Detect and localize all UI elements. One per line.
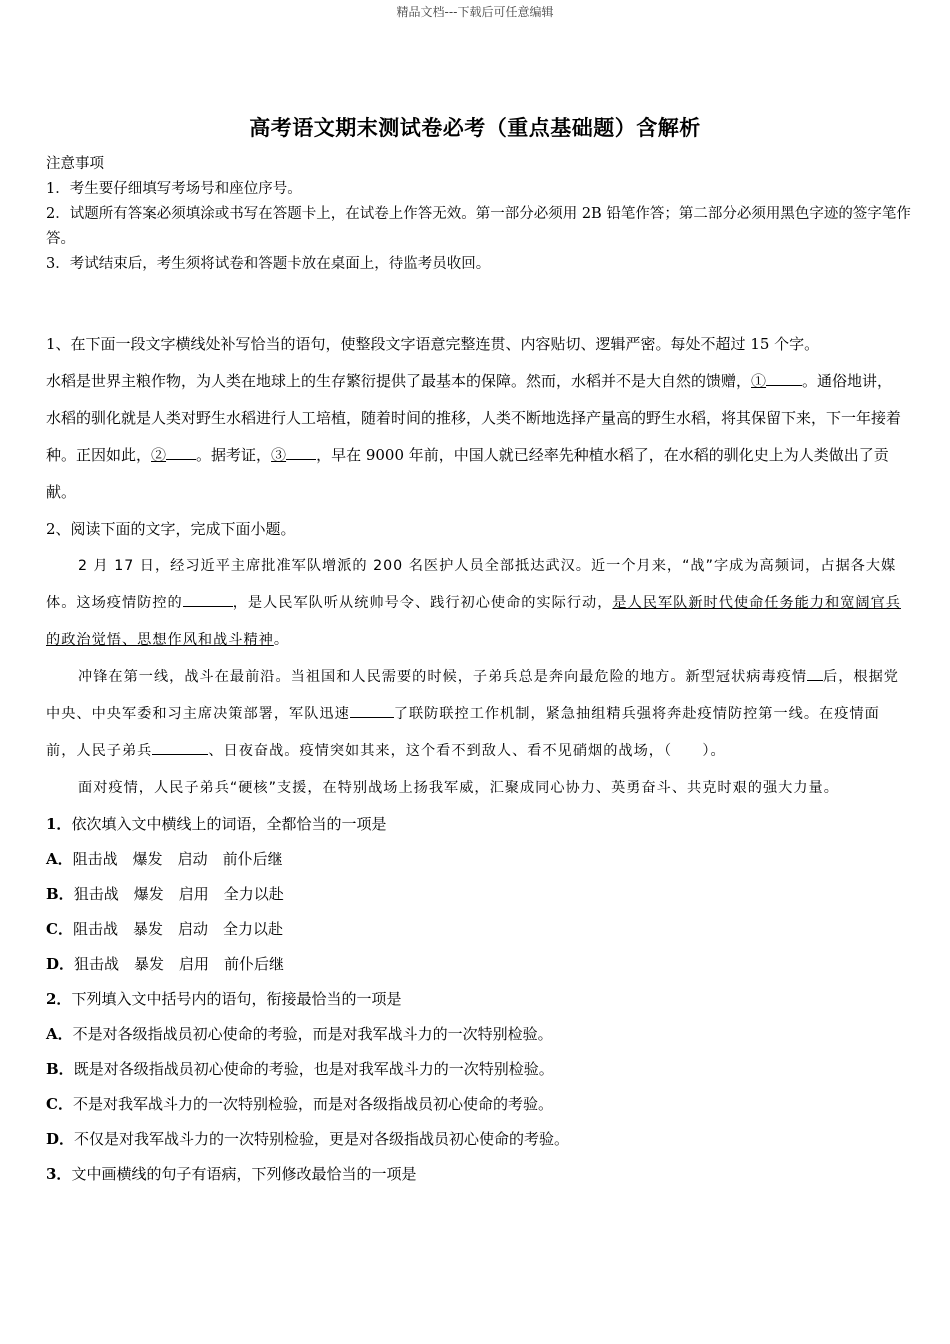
option-c[interactable] xyxy=(46,912,906,947)
sub-question-text: 下列填入文中括号内的语句，衔接最恰当的一项是 xyxy=(71,990,402,1008)
option-key: C． xyxy=(46,1095,73,1113)
passage-text: ，早在 9000 年前，中国人就已经率先种植水稻了，在水稻的驯化史上为人类做出了贡献。 xyxy=(46,446,889,501)
passage-text: ，是人民军队听从统帅号令、践行初心使命的实际行动， xyxy=(232,595,613,611)
notice-item: 3．考试结束后，考生须将试卷和答题卡放在桌面上，待监考员收回。 xyxy=(46,256,491,272)
option-key: D． xyxy=(46,1130,75,1148)
passage-text: 了联防联控工作机制，紧急抽组精兵强将奔赴疫情防控第一线。在疫情面前，人民子弟兵 xyxy=(46,706,880,759)
questions-body xyxy=(46,326,906,1192)
passage-text: 。据考证， xyxy=(196,446,272,464)
underlined-sentence: 是人民军队新时代使命任务能力和宽阔官兵的政治觉悟、思想作风和战斗精神 xyxy=(46,595,901,648)
option-text: 不是对我军战斗力的一次特别检验，而是对各级指战员初心使命的考验。 xyxy=(72,1095,553,1113)
sub-question-2 xyxy=(46,982,906,1017)
passage-text: 、日夜奋战。疫情突如其来，这个看不到敌人、看不见硝烟的战场，（ ）。 xyxy=(208,743,726,759)
option-text: 狙击战 暴发 启用 前仆后继 xyxy=(74,955,285,973)
option-text: 不仅是对我军战斗力的一次特别检验，更是对各级指战员初心使命的考验。 xyxy=(74,1130,570,1148)
fill-blank[interactable] xyxy=(350,701,394,718)
notice-heading: 注意事项 xyxy=(46,156,104,172)
blank-marker-1: ① xyxy=(751,372,767,390)
reading-paragraph-1 xyxy=(46,548,906,659)
option-b[interactable] xyxy=(46,1052,906,1087)
blank-marker-3: ③ xyxy=(271,446,287,464)
option-b[interactable] xyxy=(46,877,906,912)
sub-question-number: 1． xyxy=(46,815,72,833)
passage-text: 冲锋在第一线，战斗在最前沿。当祖国和人民需要的时候，子弟兵总是奔向最危险的地方。新型冠状病毒疫情 xyxy=(78,669,808,685)
option-key: A． xyxy=(46,1025,73,1043)
option-c[interactable] xyxy=(46,1087,906,1122)
question-1-prompt: 1、在下面一段文字横线处补写恰当的语句，使整段文字语意完整连贯、内容贴切、逻辑严密。每处不超过 15 个字。 xyxy=(46,335,820,353)
sub-question-number: 3． xyxy=(46,1165,72,1183)
passage-text: 水稻是世界主粮作物，为人类在地球上的生存繁衍提供了最基本的保障。然而，水稻并不是大自然的馈赠， xyxy=(46,372,752,390)
notice-item: 2．试题所有答案必须填涂或书写在答题卡上，在试卷上作答无效。第一部分必须用 2B 铅笔作答；第二部分必须用黑色字迹的签字笔作答。 xyxy=(46,206,911,247)
passage-text: 。通俗地讲，水稻的驯化就是人类对野生水稻进行人工培植，随着时间的推移，人类不断地选择产量高的野生水稻，将其保留下来，下一年接着种。正因如此， xyxy=(46,372,902,464)
blank-marker-2: ② xyxy=(151,446,167,464)
sub-question-3 xyxy=(46,1157,906,1192)
option-text: 阻击战 爆发 启动 前仆后继 xyxy=(72,850,283,868)
option-key: B． xyxy=(46,885,74,903)
option-a[interactable] xyxy=(46,1017,906,1052)
sub-question-number: 2． xyxy=(46,990,72,1008)
passage-text: 2 月 17 日，经习近平主席批准军队增派的 200 名医护人员全部抵达武汉。近一个月来，“战”字成为高频词，占据各大媒体。这场疫情防控的 xyxy=(46,558,897,611)
fill-blank[interactable] xyxy=(152,738,208,755)
fill-blank[interactable] xyxy=(166,443,196,460)
option-d[interactable] xyxy=(46,1122,906,1157)
reading-paragraph-2 xyxy=(46,659,906,770)
sub-question-text: 文中画横线的句子有语病，下列修改最恰当的一项是 xyxy=(71,1165,417,1183)
reading-paragraph-3: 面对疫情，人民子弟兵“硬核”支援，在特别战场上扬我军威，汇聚成同心协力、英勇奋斗、共克时艰的强大力量。 xyxy=(78,780,839,796)
page-title: 高考语文期末测试卷必考（重点基础题）含解析 xyxy=(249,116,701,140)
sub-question-1 xyxy=(46,807,906,842)
notice-item: 1．考生要仔细填写考场号和座位序号。 xyxy=(46,181,302,197)
option-key: C． xyxy=(46,920,73,938)
option-key: A． xyxy=(46,850,73,868)
page-header: 精品文档---下载后可任意编辑 xyxy=(396,5,554,19)
passage-text: 后，根据党中央、中央军委和习主席决策部署，军队迅速 xyxy=(46,669,899,722)
fill-blank[interactable] xyxy=(183,590,233,607)
option-text: 不是对各级指战员初心使命的考验，而是对我军战斗力的一次特别检验。 xyxy=(72,1025,553,1043)
option-key: B． xyxy=(46,1060,74,1078)
option-text: 狙击战 爆发 启用 全力以赴 xyxy=(73,885,284,903)
option-key: D． xyxy=(46,955,75,973)
question-1-passage xyxy=(46,363,906,511)
question-2-prompt: 2、阅读下面的文字，完成下面小题。 xyxy=(46,520,296,538)
option-text: 阻击战 暴发 启动 全力以赴 xyxy=(72,920,283,938)
fill-blank[interactable] xyxy=(286,443,316,460)
fill-blank[interactable] xyxy=(807,664,823,681)
fill-blank[interactable] xyxy=(766,369,802,386)
notice-section xyxy=(46,152,911,277)
option-a[interactable] xyxy=(46,842,906,877)
option-d[interactable] xyxy=(46,947,906,982)
sub-question-text: 依次填入文中横线上的词语，全都恰当的一项是 xyxy=(71,815,387,833)
option-text: 既是对各级指战员初心使命的考验，也是对我军战斗力的一次特别检验。 xyxy=(73,1060,554,1078)
passage-text: 。 xyxy=(273,632,290,648)
